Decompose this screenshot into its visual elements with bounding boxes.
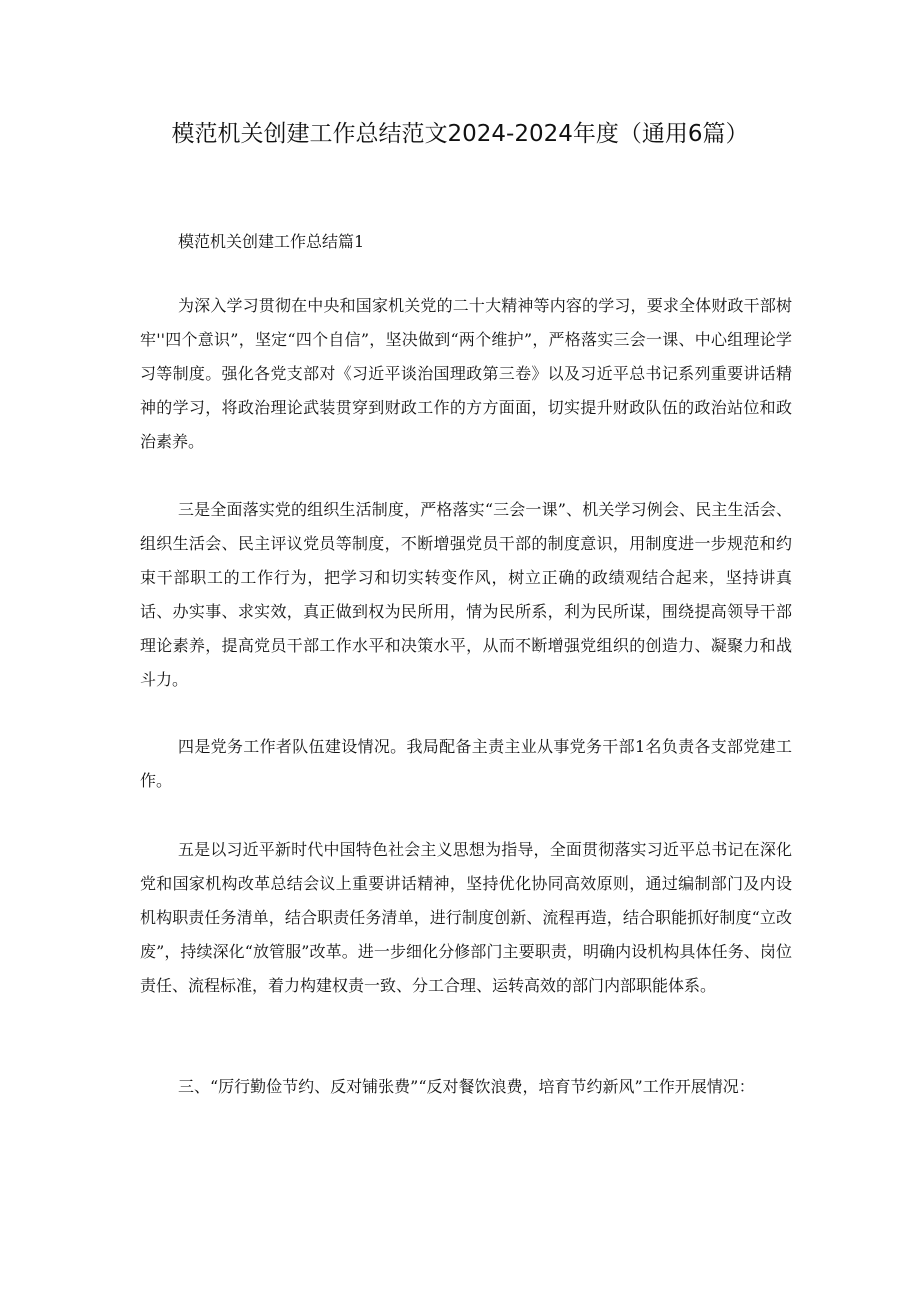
document-title: 模范机关创建工作总结范文2024-2024年度（通用6篇） (171, 121, 749, 147)
paragraph-frugality: 三、“厉行勤俭节约、反对铺张费”“反对餐饮浪费，培育节约新风”工作开展情况： (178, 1077, 755, 1096)
paragraph-organization-life: 三是全面落实党的组织生活制度，严格落实“三会一课”、机关学习例会、民主生活会、组织生活会、民主评议党员等制度，不断增强党员干部的制度意识，用制度进一步规范和约束干部职工的工作行为，把学习和切实转变作风，树立正确的政绩观结合起来，坚持讲真话、办实事、求实效，真正做到权为民所用，情为民所系，利为民所谋，围绕提高领导干部理论素养，提高党员干部工作水平和决策水平，从而不断增强党组织的创造力、凝聚力和战斗力。 (140, 500, 792, 689)
paragraph-party-workers: 四是党务工作者队伍建设情况。我局配备主责主业从事党务干部1名负责各支部党建工作。 (140, 737, 792, 790)
section-heading: 模范机关创建工作总结篇1 (178, 232, 365, 251)
paragraph-institutional-reform: 五是以习近平新时代中国特色社会主义思想为指导，全面贯彻落实习近平总书记在深化党和国家机构改革总结会议上重要讲话精神，坚持优化协同高效原则，通过编制部门及内设机构职责任务清单，结合职责任务清单，进行制度创新、流程再造，结合职能抓好制度“立改废”，持续深化“放管服”改革。进一步细化分修部门主要职责，明确内设机构具体任务、岗位责任、流程标准，着力构建权责一致、分工合理、运转高效的部门内部职能体系。 (140, 840, 792, 995)
paragraph-study: 为深入学习贯彻在中央和国家机关党的二十大精神等内容的学习，要求全体财政干部树牢''四个意识”，坚定“四个自信”，坚决做到“两个维护”，严格落实三会一课、中心组理论学习等制度。强化各党支部对《习近平谈治国理政第三卷》以及习近平总书记系列重要讲话精神的学习，将政治理论武装贯穿到财政工作的方方面面，切实提升财政队伍的政治站位和政治素养。 (140, 296, 792, 451)
